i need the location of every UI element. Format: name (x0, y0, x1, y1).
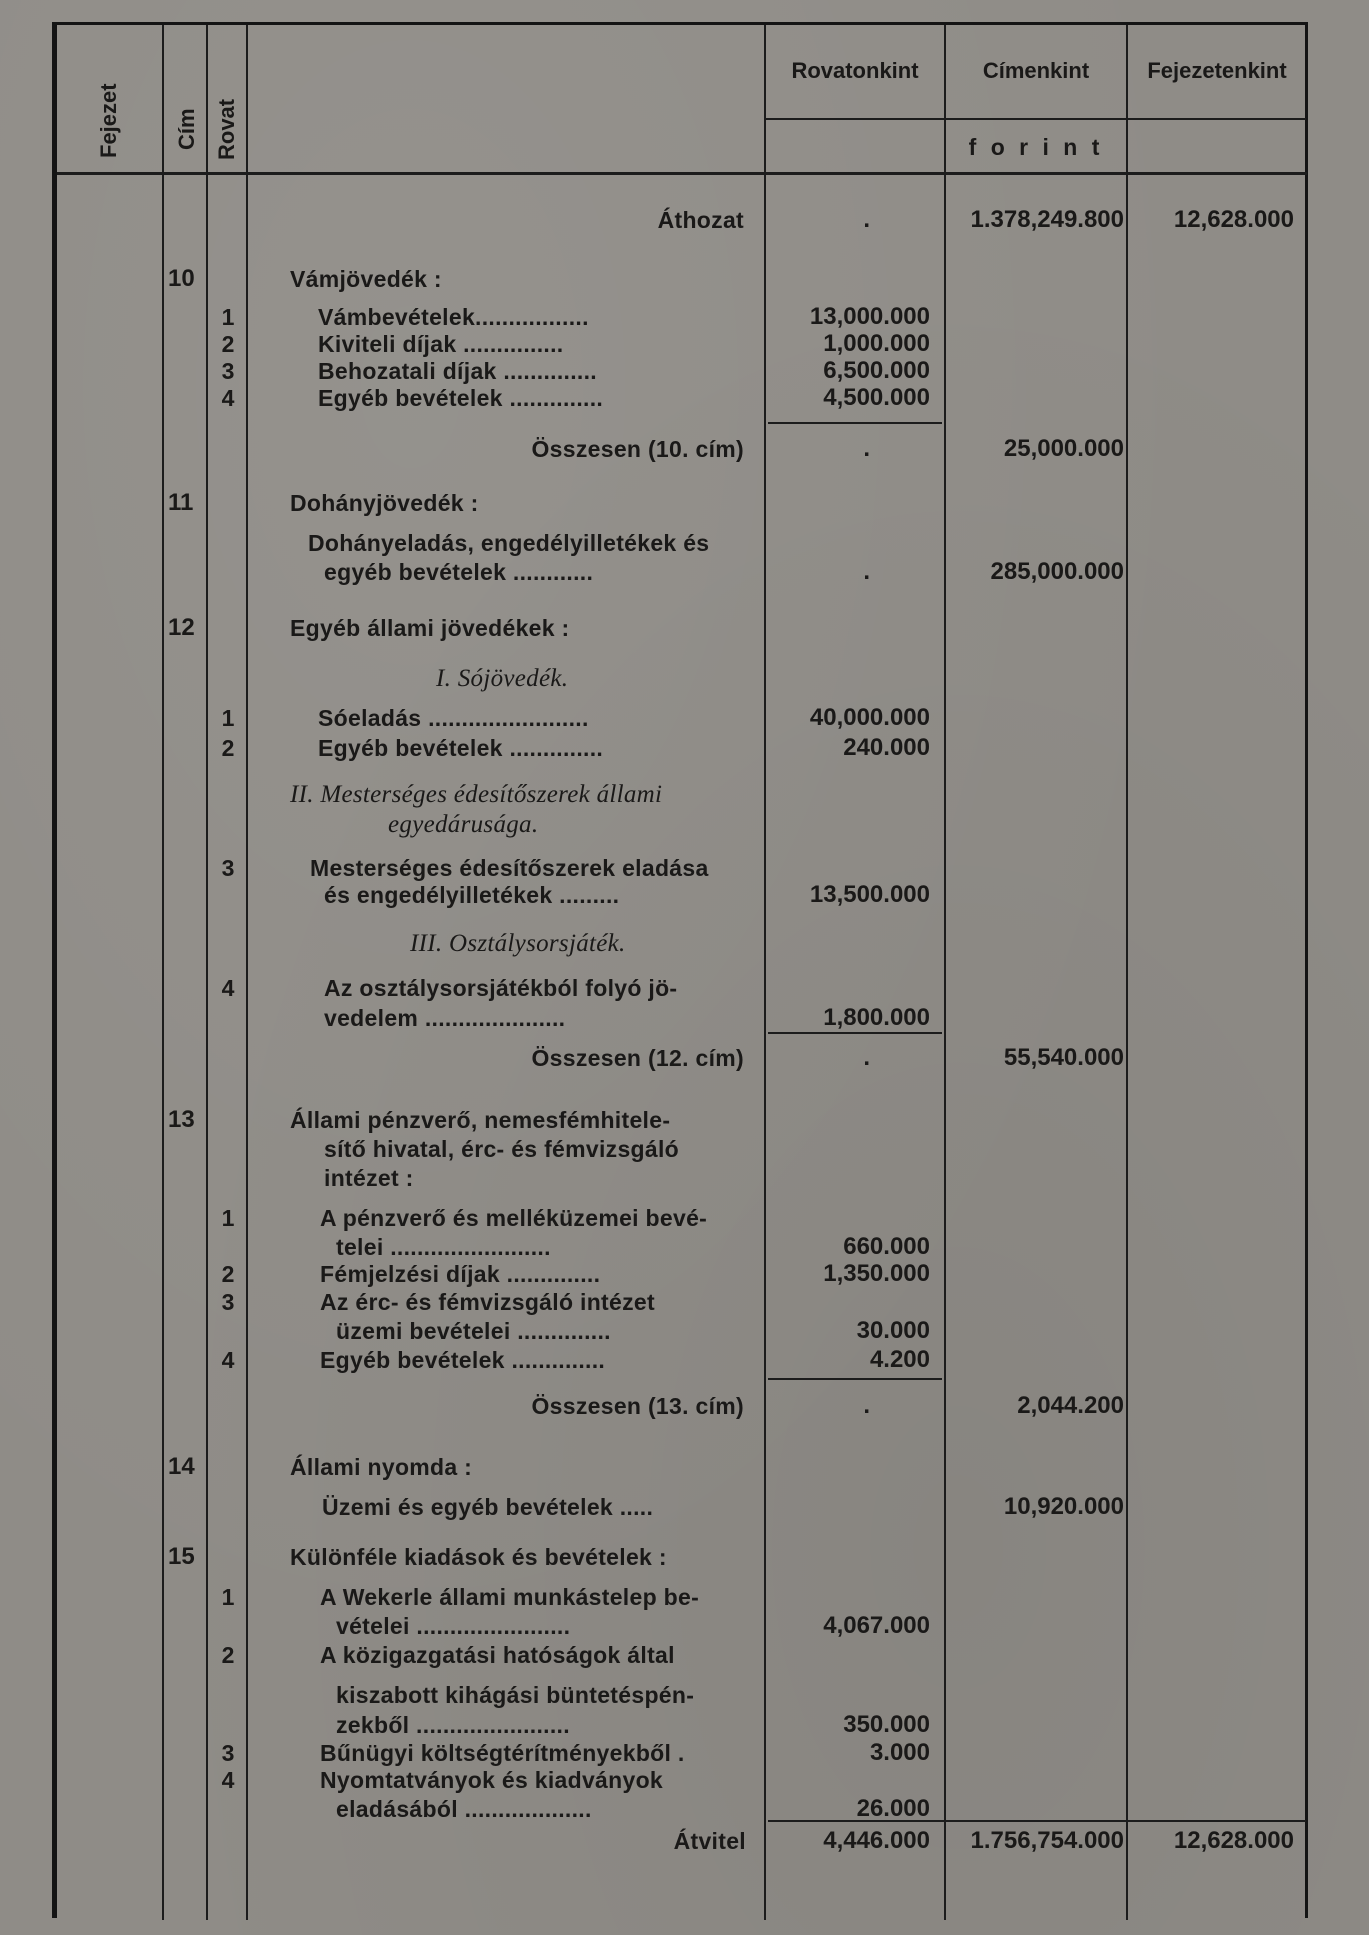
t12-r4-l2: vedelem ..................... (324, 1005, 566, 1031)
t10-r1-value: 13,000.000 (809, 303, 930, 330)
cim-12: 12 (168, 614, 195, 641)
t10-r4-value: 4,500.000 (823, 384, 930, 411)
t10-title: Vámjövedék : (290, 266, 442, 292)
t15-r2-l1: A közigazgatási hatóságok által (320, 1642, 675, 1668)
t13-total-label: Összesen (13. cím) (531, 1393, 744, 1419)
t15-r4-l2: eladásából ................... (336, 1796, 592, 1822)
cim-10: 10 (168, 265, 195, 292)
t10-r4-n: 4 (221, 385, 235, 411)
cim-11: 11 (168, 489, 194, 516)
divider-rovatonkint (944, 25, 946, 1920)
t15-r4-l1: Nyomtatványok és kiadványok (320, 1767, 664, 1793)
t10-subtotal-rule (768, 422, 942, 424)
t11-title: Dohányjövedék : (290, 490, 479, 516)
t13-r4-n: 4 (221, 1347, 235, 1373)
t10-r1-label: Vámbevételek................. (318, 304, 589, 330)
t12-r1-n: 1 (221, 705, 235, 731)
t12-total-label: Összesen (12. cím) (531, 1045, 744, 1071)
divider-cimenkint (1126, 25, 1128, 1920)
t15-r4-value: 26.000 (856, 1795, 930, 1822)
t11-line1: Dohányeladás, engedélyilletékek és (308, 530, 710, 556)
t13-title-1: Állami pénzverő, nemesfémhitele- (290, 1107, 671, 1133)
header-rule-top (766, 118, 1306, 120)
t13-r1-n: 1 (221, 1205, 235, 1231)
t15-r3-label: Bűnügyi költségtérítményekből . (320, 1740, 685, 1766)
t10-r3-value: 6,500.000 (823, 357, 930, 384)
t11-dot: . (863, 558, 870, 585)
t10-r2-label: Kiviteli díjak ............... (318, 331, 564, 357)
t15-r1-value: 4,067.000 (823, 1612, 930, 1639)
atvitel-fejezet: 12,628.000 (1173, 1827, 1294, 1854)
t13-r3-l2: üzemi bevételei .............. (336, 1318, 611, 1344)
atvitel-rovat: 4,446.000 (823, 1827, 930, 1854)
t13-r2-n: 2 (221, 1261, 235, 1287)
athozat-rovat: . (863, 206, 870, 233)
t15-r2-l3: zekből ....................... (336, 1712, 570, 1738)
header-cimenkint: Címenkint (982, 58, 1090, 83)
header-unit: f o r i n t (968, 134, 1104, 160)
t13-total: 2,044.200 (1017, 1392, 1124, 1419)
t15-r3-value: 3.000 (869, 1739, 930, 1766)
athozat-cim: 1.378,249.800 (970, 206, 1124, 233)
t11-line2: egyéb bevételek ............ (324, 559, 594, 585)
t10-r1-n: 1 (221, 304, 235, 330)
t10-r2-value: 1,000.000 (823, 330, 930, 357)
t12-r2-label: Egyéb bevételek .............. (318, 735, 604, 761)
t10-r4-label: Egyéb bevételek .............. (318, 385, 604, 411)
header-fejezetenkint: Fejezetenkint (1147, 58, 1287, 83)
t12-r4-l1: Az osztálysorsjátékból folyó jö- (324, 975, 678, 1001)
t12-r2-n: 2 (221, 735, 235, 761)
t12-sec3: III. Osztálysorsjáték. (410, 930, 626, 957)
athozat-label: Áthozat (657, 207, 744, 233)
t13-title-3: intézet : (324, 1165, 414, 1191)
t10-total: 25,000.000 (1003, 435, 1124, 462)
t13-total-dot: . (863, 1392, 870, 1419)
t13-r1-value: 660.000 (843, 1233, 930, 1260)
t12-r2-value: 240.000 (843, 734, 930, 761)
t12-r3-value: 13,500.000 (809, 881, 930, 908)
t12-r3-l2: és engedélyilletékek ......... (324, 882, 620, 908)
cim-13: 13 (168, 1106, 195, 1133)
t10-r3-n: 3 (221, 358, 235, 384)
t15-r1-l2: vételei ....................... (336, 1613, 571, 1639)
cim-15: 15 (168, 1543, 195, 1570)
t15-r1-n: 1 (221, 1584, 235, 1610)
divider-cim (206, 25, 208, 1920)
atvitel-rule (768, 1820, 1306, 1822)
t15-r3-n: 3 (221, 1740, 235, 1766)
t13-r4-label: Egyéb bevételek .............. (320, 1347, 606, 1373)
t10-total-dot: . (863, 435, 870, 462)
divider-text (764, 25, 766, 1920)
t13-r1-l2: telei ........................ (336, 1234, 551, 1260)
t15-r4-n: 4 (221, 1767, 235, 1793)
divider-rovat (246, 25, 248, 1920)
t10-r3-label: Behozatali díjak .............. (318, 358, 597, 384)
t13-r4-value: 4.200 (869, 1346, 930, 1373)
t12-r1-value: 40,000.000 (809, 704, 930, 731)
t10-total-label: Összesen (10. cím) (531, 436, 744, 462)
header-rovatonkint: Rovatonkint (791, 58, 919, 83)
atvitel-cim: 1.756,754.000 (970, 1827, 1124, 1854)
t15-r2-n: 2 (221, 1642, 235, 1668)
t12-title: Egyéb állami jövedékek : (290, 615, 570, 641)
header-fejezet: Fejezet (96, 83, 121, 158)
t13-r1-l1: A pénzverő és melléküzemei bevé- (320, 1205, 708, 1231)
t14-title: Állami nyomda : (290, 1454, 473, 1480)
t12-sec1: I. Sójövedék. (436, 665, 569, 692)
t12-r3-n: 3 (221, 855, 235, 881)
t12-sec2b: egyedárusága. (388, 811, 539, 838)
t15-r2-l2: kiszabott kihágási büntetéspén- (336, 1682, 695, 1708)
t10-r2-n: 2 (221, 331, 235, 357)
t12-r1-label: Sóeladás ........................ (318, 705, 589, 731)
t13-r3-value: 30.000 (856, 1317, 930, 1344)
t13-r3-n: 3 (221, 1289, 235, 1315)
t13-r2-value: 1,350.000 (823, 1260, 930, 1287)
t14-total: 10,920.000 (1003, 1493, 1124, 1520)
t14-label: Üzemi és egyéb bevételek ..... (322, 1494, 654, 1520)
header-rule-bottom (57, 172, 1307, 175)
t13-title-2: sítő hivatal, érc- és fémvizsgáló (324, 1136, 680, 1162)
divider-fejezet (162, 25, 164, 1920)
t12-r3-l1: Mesterséges édesítőszerek eladása (310, 855, 709, 881)
t15-title: Különféle kiadások és bevételek : (290, 1544, 667, 1570)
header-cim: Cím (174, 108, 199, 150)
t12-r4-n: 4 (221, 975, 235, 1001)
t13-subtotal-rule (768, 1378, 942, 1380)
t12-r4-value: 1,800.000 (823, 1004, 930, 1031)
t12-total-dot: . (863, 1044, 870, 1071)
t13-r2-label: Fémjelzési díjak .............. (320, 1261, 601, 1287)
t12-sec2a: II. Mesterséges édesítőszerek állami (290, 781, 663, 808)
header-rovat: Rovat (214, 98, 239, 160)
atvitel-label: Átvitel (673, 1828, 746, 1854)
cim-14: 14 (168, 1453, 195, 1480)
t12-subtotal-rule (768, 1032, 942, 1034)
t15-r1-l1: A Wekerle állami munkástelep be- (320, 1584, 700, 1610)
t13-r3-l1: Az érc- és fémvizsgáló intézet (320, 1289, 655, 1315)
t12-total: 55,540.000 (1003, 1044, 1124, 1071)
athozat-fejezet: 12,628.000 (1173, 206, 1294, 233)
t15-r2-value: 350.000 (843, 1711, 930, 1738)
t11-total: 285,000.000 (990, 558, 1124, 585)
